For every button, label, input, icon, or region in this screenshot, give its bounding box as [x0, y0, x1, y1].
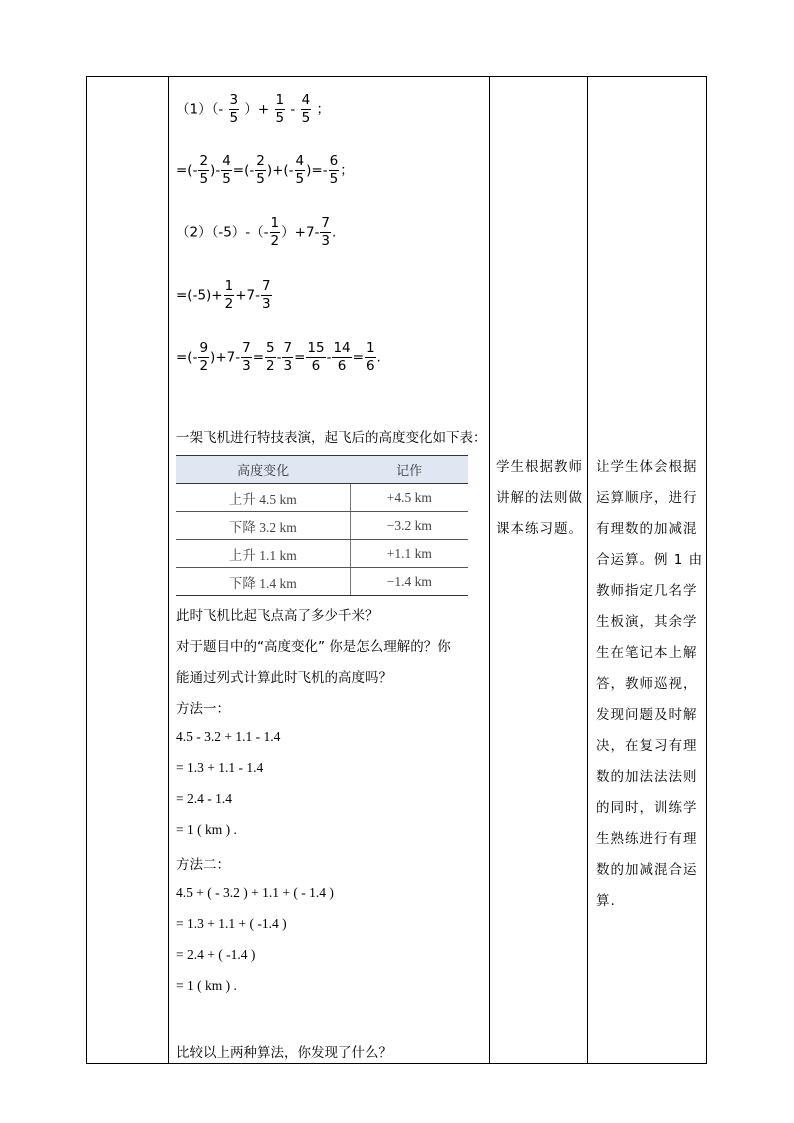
table-cell: 下降 1.4 km [176, 568, 350, 596]
table-cell: −3.2 km [350, 512, 468, 540]
method2-step: = 1 ( km ) . [176, 978, 237, 993]
question-2-line2: 能通过列式计算此时飞机的高度吗？ [176, 670, 392, 686]
method1-step: = 1 ( km ) . [176, 822, 237, 837]
table-row [176, 484, 468, 512]
column-divider [489, 77, 490, 1063]
table-cell: +4.5 km [350, 484, 468, 512]
problem1-line2: =(- $\frac{2}{5}$ )- $\frac{4}{5}$ =(- $\frac{2}{5}$ )+(- $\frac{4}{5}$ )=- $\frac{6}{5}$ ； [176, 153, 354, 187]
student-activity: 学生根据教师 讲解的法则做 课本练习题。 [496, 459, 583, 537]
method2-title: 方法二： [176, 857, 230, 873]
table-row [176, 512, 468, 540]
column-divider [587, 77, 588, 1063]
method1-step: = 2.4 - 1.4 [176, 791, 232, 806]
method2-step: 4.5 + ( - 3.2 ) + 1.1 + ( - 1.4 ) [176, 885, 334, 900]
problem2-line2: =(-5)+ $\frac{1}{2}$ +7- $\frac{7}{3}$ [176, 278, 271, 312]
table-cell: +1.1 km [350, 540, 468, 568]
table-cell: 上升 1.1 km [176, 540, 350, 568]
fraction: $\frac{1}{5}$ [275, 92, 285, 126]
method1-step: = 1.3 + 1.1 - 1.4 [176, 760, 264, 775]
altitude-table [176, 455, 468, 596]
method2-step: = 1.3 + 1.1 + ( -1.4 ) [176, 916, 287, 931]
table-row [176, 568, 468, 596]
table-row [176, 540, 468, 568]
problem1-line1: （1）（- $\frac{3}{5}$ ）+ $\frac{1}{5}$ - $\frac{4}{5}$ ； [176, 92, 330, 126]
table-cell: 上升 4.5 km [176, 484, 350, 512]
table-header: 记作 [350, 456, 468, 484]
problem2-line3: =(- $\frac{9}{2}$ )+7- $\frac{7}{3}$ = $\frac{5}{2}$ - $\frac{7}{3}$ = $\frac{15}{6}$ - $\frac{14}{6}$ = $\frac{1}{6}$ . [176, 340, 381, 374]
intro-text: 一架飞机进行特技表演，起飞后的高度变化如下表： [176, 430, 487, 446]
column-divider [168, 77, 169, 1063]
problem2-line1: （2）（-5）-（- $\frac{1}{2}$ ）+7- $\frac{7}{3}$ . [176, 215, 337, 249]
question-1: 此时飞机比起飞点高了多少千米？ [176, 608, 379, 624]
table-cell: 下降 3.2 km [176, 512, 350, 540]
design-intent: 让学生体会根据 运算顺序，进行 有理数的加减混 合运算。例 1 由 教师指定几名学 生板演，其余学 生在笔记本上解 答，教师巡视， 发现问题及时解 决，在复习有理 数的加法法法则 的同时，训练学 生熟练进行有理 数的加减混合运 算. [596, 459, 704, 909]
question-2-line1: 对于题目中的“高度变化” 你是怎么理解的？你 [176, 639, 451, 655]
table-cell: −1.4 km [350, 568, 468, 596]
method2-step: = 2.4 + ( -1.4 ) [176, 947, 256, 962]
table-header: 高度变化 [176, 456, 350, 484]
compare-question: 比较以上两种算法，你发现了什么？ [176, 1045, 392, 1061]
fraction: $\frac{3}{5}$ [229, 92, 239, 126]
fraction: $\frac{4}{5}$ [301, 92, 311, 126]
method1-title: 方法一： [176, 701, 230, 717]
method1-step: 4.5 - 3.2 + 1.1 - 1.4 [176, 729, 281, 744]
